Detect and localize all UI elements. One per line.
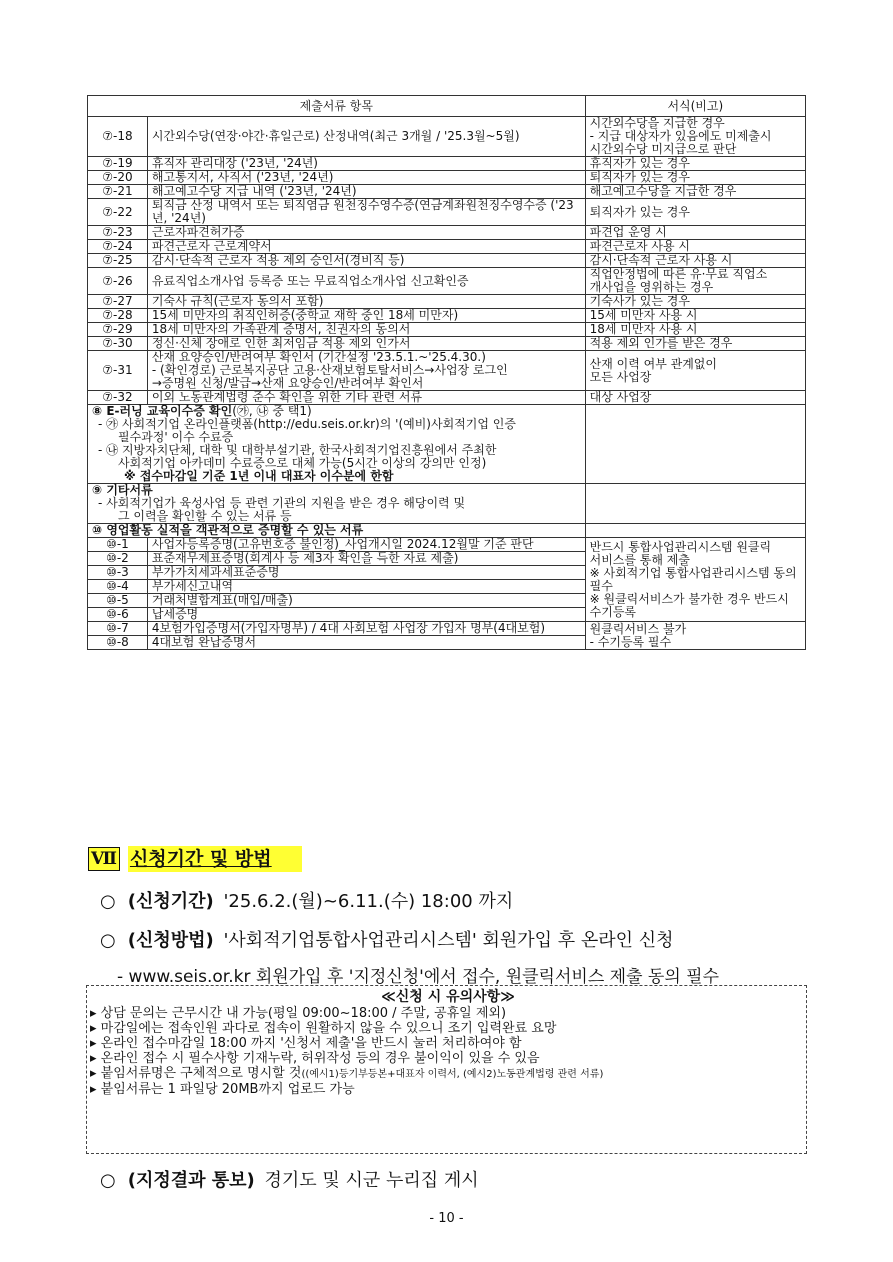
section-9-note (585, 484, 805, 524)
section-8-title-suffix: (㉮, ㉯ 중 택1) (232, 404, 312, 418)
section-8-line: 사회적기업 아카데미 수료증으로 대체 가능(5시간 이상의 강의만 인정) (118, 456, 487, 470)
page-number: - 10 - (429, 1211, 464, 1226)
row-note: 파견업 운영 시 (585, 226, 805, 240)
row-item: 기숙사 규칙(근로자 동의서 포함) (147, 295, 585, 309)
section-9-cell (88, 484, 586, 524)
table-row (88, 240, 806, 254)
row-item: 해고예고수당 지급 내역 ('23년, '24년) (147, 185, 585, 199)
table-row (88, 185, 806, 199)
row-item: 4보험가입증명서(가입자명부) / 4대 사회보험 사업장 가입자 명부(4대보험) (147, 622, 585, 636)
row-note: 감시·단속적 근로자 사용 시 (585, 254, 805, 268)
table-row (88, 171, 806, 185)
section-8-note (585, 405, 805, 484)
row-note: 직업안정법에 따른 유·무료 직업소 개사업을 영위하는 경우 (585, 268, 805, 295)
section-8-row (88, 405, 806, 484)
row-item: 감시·단속적 근로자 적용 제외 승인서(경비직 등) (147, 254, 585, 268)
row-note: 산재 이력 여부 관계없이 모든 사업장 (585, 351, 805, 391)
method-sub-line: - www.seis.or.kr 회원가입 후 '지정신청'에서 접수, 원클릭서비스 제출 동의 필수 (117, 967, 719, 987)
period-label: (신청기간) (127, 891, 214, 912)
row-number: ⑦-25 (88, 254, 148, 268)
period-line (100, 887, 513, 913)
header-item: 제출서류 항목 (88, 96, 586, 117)
header-note: 서식(비고) (585, 96, 805, 117)
circle-bullet-icon: ○ (100, 930, 116, 951)
table-row (88, 295, 806, 309)
row-number: ⑦-19 (88, 157, 148, 171)
row-item: 휴직자 관리대장 ('23년, '24년) (147, 157, 585, 171)
notice-box (86, 985, 807, 1154)
section-10-title-note (585, 524, 805, 538)
table-row (88, 538, 806, 552)
row-number: ⑦-20 (88, 171, 148, 185)
section-9-row (88, 484, 806, 524)
method-line (100, 926, 674, 952)
row-number: ⑦-18 (88, 117, 148, 157)
method-label: (신청방법) (127, 930, 214, 951)
section-8-cell (88, 405, 586, 484)
table-row (88, 268, 806, 295)
row-note: 기숙사가 있는 경우 (585, 295, 805, 309)
row-note: 시간외수당을 지급한 경우 - 지급 대상자가 있음에도 미제출시 시간외수당 미지급으로 판단 (585, 117, 805, 157)
notice-item: ▸ 온라인 접수 시 필수사항 기재누락, 허위작성 등의 경우 불이익이 있을 수 있음 (90, 1051, 540, 1066)
notice-item: ▸ 마감일에는 접속인원 과다로 접속이 원활하지 않을 수 있으니 조기 입력완료 요망 (90, 1021, 557, 1036)
table-row (88, 337, 806, 351)
row-number: ⑦-27 (88, 295, 148, 309)
row-number: ⑩-2 (88, 552, 148, 566)
table-row (88, 117, 806, 157)
row-note: 퇴직자가 있는 경우 (585, 171, 805, 185)
row-item: 사업자등록증명(고유번호증 불인정)_사업개시일 2024.12월말 기준 판단 (147, 538, 585, 552)
row-item: 시간외수당(연장·야간·휴일근로) 산정내역(최근 3개월 / '25.3월~5월) (147, 117, 585, 157)
table-header-row (88, 96, 806, 117)
result-label: (지정결과 통보) (127, 1170, 255, 1191)
row-number: ⑩-3 (88, 566, 148, 580)
row-number: ⑦-29 (88, 323, 148, 337)
table-row (88, 309, 806, 323)
section-8-line: - ㉮ 사회적기업 온라인플랫폼(http://edu.seis.or.kr)의 '(예비)사회적기업 인증 (98, 417, 516, 431)
notice-item: ▸ 상담 문의는 근무시간 내 가능(평일 09:00~18:00 / 주말, 공휴일 제외) (90, 1006, 507, 1021)
section-9-title: ⑨ 기타서류 (92, 483, 153, 497)
row-item: 부가세신고내역 (147, 580, 585, 594)
row-item: 유료직업소개사업 등록증 또는 무료직업소개사업 신고확인증 (147, 268, 585, 295)
row-item: 표준재무제표증명(회계사 등 제3자 확인을 득한 자료 제출) (147, 552, 585, 566)
row-item: 18세 미만자의 가족관계 증명서, 친권자의 동의서 (147, 323, 585, 337)
row-number: ⑦-22 (88, 199, 148, 226)
row-number: ⑩-7 (88, 622, 148, 636)
row-item: 거래처별합계표(매입/매출) (147, 594, 585, 608)
row-item: 근로자파견허가증 (147, 226, 585, 240)
row-number: ⑩-4 (88, 580, 148, 594)
table-row (88, 323, 806, 337)
table-row (88, 391, 806, 405)
notice-item: ▸ 온라인 접수마감일 18:00 까지 '신청서 제출'을 반드시 눌러 처리하여야 함 (90, 1036, 522, 1051)
section-roman-numeral: Ⅶ (88, 847, 120, 871)
circle-bullet-icon: ○ (100, 891, 116, 912)
row-item: 해고통지서, 사직서 ('23년, '24년) (147, 171, 585, 185)
row-note: 퇴직자가 있는 경우 (585, 199, 805, 226)
row-note: 해고예고수당을 지급한 경우 (585, 185, 805, 199)
row-number: ⑦-28 (88, 309, 148, 323)
row-item: 부가가치세과세표준증명 (147, 566, 585, 580)
table-row (88, 226, 806, 240)
notice-title: ≪신청 시 유의사항≫ (381, 989, 515, 1005)
result-text: 경기도 및 시군 누리집 게시 (264, 1170, 479, 1191)
row-note-oneclick: 반드시 통합사업관리시스템 원클릭 서비스를 통해 제출 ※ 사회적기업 통합사업관리시스템 동의 필수 ※ 원클릭서비스가 불가한 경우 반드시 수기등록 (585, 538, 805, 622)
row-note: 파견근로자 사용 시 (585, 240, 805, 254)
row-number: ⑦-31 (88, 351, 148, 391)
section-10-title: ⑩ 영업활동 실적을 객관적으로 증명할 수 있는 서류 (88, 524, 586, 538)
row-item: 파견근로자 근로계약서 (147, 240, 585, 254)
notice-item: ▸ 붙임서류는 1 파일당 20MB까지 업로드 가능 (90, 1082, 355, 1097)
section-8-star-note: ※ 접수마감일 기준 1년 이내 대표자 이수분에 한함 (124, 469, 394, 483)
section-10-title-row (88, 524, 806, 538)
row-number: ⑩-6 (88, 608, 148, 622)
row-number: ⑦-30 (88, 337, 148, 351)
row-number: ⑦-23 (88, 226, 148, 240)
table-row (88, 622, 806, 636)
row-note: 적용 제외 인가를 받은 경우 (585, 337, 805, 351)
section-8-line: 필수과정' 이수 수료증 (118, 430, 234, 444)
row-item: 이외 노동관계법령 준수 확인을 위한 기타 관련 서류 (147, 391, 585, 405)
row-number: ⑦-26 (88, 268, 148, 295)
row-note: 15세 미만자 사용 시 (585, 309, 805, 323)
row-note: 대상 사업장 (585, 391, 805, 405)
period-text: '25.6.2.(월)~6.11.(수) 18:00 까지 (223, 891, 514, 912)
section-title: 신청기간 및 방법 (128, 846, 302, 872)
row-item: 15세 미만자의 취직인허증(중학교 재학 중인 18세 미만자) (147, 309, 585, 323)
section-9-line: 그 이력을 확인할 수 있는 서류 등 (118, 509, 292, 523)
row-item: 납세증명 (147, 608, 585, 622)
section-8-title: ⑧ E-러닝 교육이수증 확인 (92, 404, 233, 418)
table-row (88, 199, 806, 226)
row-item: 정신·신체 장애로 인한 최저임금 적용 제외 인가서 (147, 337, 585, 351)
row-number: ⑩-5 (88, 594, 148, 608)
row-number: ⑩-8 (88, 636, 148, 650)
section-9-line: - 사회적기업가 육성사업 등 관련 기관의 지원을 받은 경우 해당이력 및 (98, 496, 466, 510)
row-item: 퇴직금 산정 내역서 또는 퇴직염금 원천징수영수증(연금계좌원천징수영수증 ('23년, '24년) (147, 199, 585, 226)
section-heading (88, 846, 302, 872)
row-item: 4대보험 완납증명서 (147, 636, 585, 650)
row-number: ⑦-21 (88, 185, 148, 199)
submission-documents-table (87, 95, 806, 650)
table-row (88, 157, 806, 171)
notice-item-attachment-name: ▸ 붙임서류명은 구체적으로 명시할 것((예시1)등기부등본+대표자 이력서, (예시2)노동관계법령 관련 서류) (90, 1066, 604, 1081)
row-note: 휴직자가 있는 경우 (585, 157, 805, 171)
section-8-line: - ㉯ 지방자치단체, 대학 및 대학부설기관, 한국사회적기업진흥원에서 주최한 (98, 443, 497, 457)
row-note-manual: 원클릭서비스 불가 - 수기등록 필수 (585, 622, 805, 650)
result-line (100, 1166, 479, 1192)
row-number: ⑦-24 (88, 240, 148, 254)
row-number: ⑦-32 (88, 391, 148, 405)
method-text: '사회적기업통합사업관리시스템' 회원가입 후 온라인 신청 (223, 930, 674, 951)
table-row (88, 254, 806, 268)
row-note: 18세 미만자 사용 시 (585, 323, 805, 337)
row-number: ⑩-1 (88, 538, 148, 552)
circle-bullet-icon: ○ (100, 1170, 116, 1191)
row-item: 산재 요양승인/반려여부 확인서 (기간설정 '23.5.1.~'25.4.30.) - (확인경로) 근로복지공단 고용·산재보험토탈서비스→사업장 로그인 →증명원 신청/발급→산재 요양승인/반려여부 확인서 (147, 351, 585, 391)
table-row (88, 351, 806, 391)
